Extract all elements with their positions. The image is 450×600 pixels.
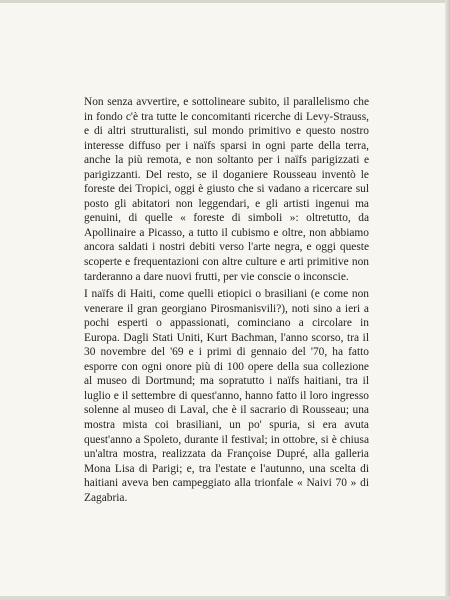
paragraph-2: I naïfs di Haiti, come quelli etiopici o brasiliani (e come non venerare il gran georgiano Pirosmanisvili?), noti sino a ieri a pochi esperti o appassionati, cominciano a circolare in Europa. Dagli Stati Uniti, Kurt Bachman, l'anno scorso, tra il 30 novembre del '69 e i primi di gennaio del '70, ha fatto esporre con ogni onore più di 100 opere della sua collezione al museo di Dortmund; ma sopratutto i naïfs haitiani, tra il luglio e il settembre di quest'anno, hanno fatto il loro ingresso solenne al museo di Laval, che è il sacrario di Rousseau; una mostra mista coi brasiliani, un po' spuria, si era avuta quest'anno a Spoleto, durante il festival; in ottobre, si è chiusa un'altra mostra, realizzata da Françoise Dupré, alla galleria Mona Lisa di Parigi; e, tra l'estate e l'autunno, una scelta di haitiani aveva ben campeggiato alla trionfale « Naivi 70 » di Zagabria. xyxy=(84,288,369,504)
scan-edge-right xyxy=(445,0,450,600)
body-text xyxy=(84,95,369,508)
scan-edge-top xyxy=(0,0,450,3)
paragraph-1: Non senza avvertire, e sottolineare subito, il parallelismo che in fondo c'è tra tutte le concomitanti ricerche di Levy-Strauss, e di altri strutturalisti, sul mondo primitivo e questo nostro interesse diffuso per i naïfs sparsi in ogni parte della terra, anche la più remota, e non soltanto per i naïfs parigizzati e parigizzanti. Del resto, se il doganiere Rousseau inventò le foreste dei Tropici, oggi è giusto che si vadano a ricercare sul posto gli abitatori non leggendari, e gli artisti ingenui ma genuini, di quelle « foreste di simboli »: oltretutto, da Apollinaire a Picasso, a tutto il cubismo e oltre, non abbiamo ancora saldati i nostri debiti verso l'arte negra, e oggi queste scoperte e frequentazioni con altre culture e arti primitive non tarderanno a dare nuovi frutti, per vie conscie o inconscie. xyxy=(84,96,369,283)
scan-edge-bottom xyxy=(0,596,450,600)
